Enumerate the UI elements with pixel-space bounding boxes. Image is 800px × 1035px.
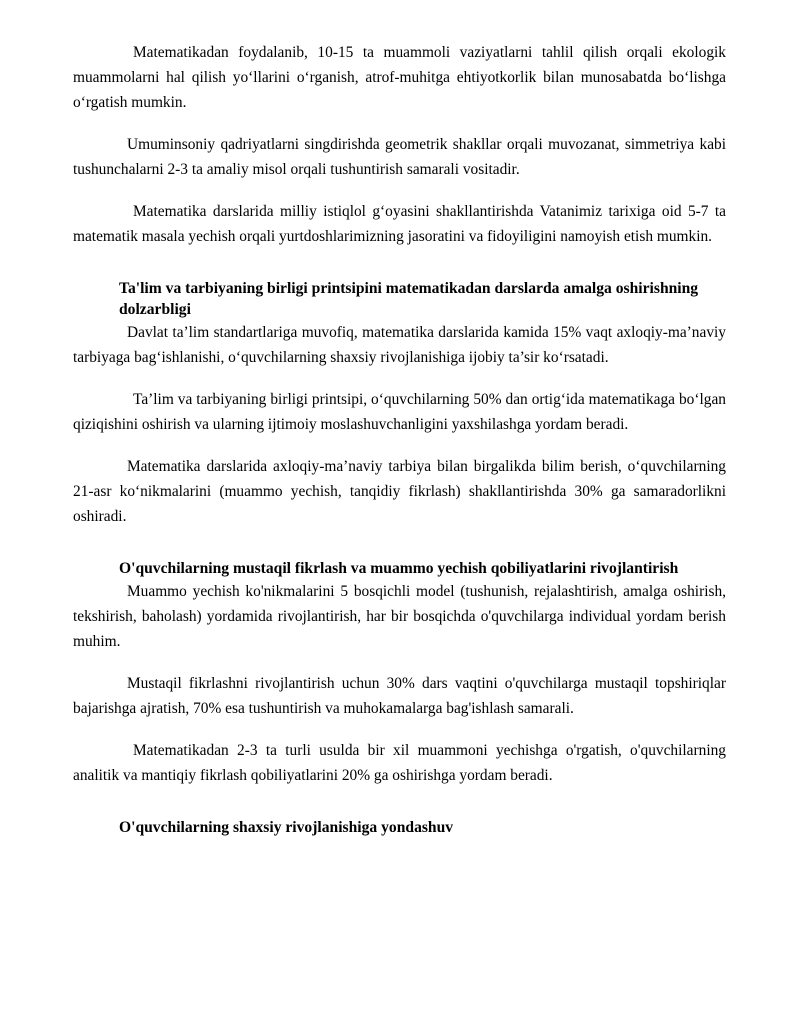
paragraph-universal-values: Umuminsoniy qadriyatlarni singdirishda geometrik shakllar orqali muvozanat, simmetriya kabi tushunchalarni 2-3 ta amaliy misol orqali tushuntirish samarali vositadir. bbox=[73, 136, 726, 178]
paragraph-five-stage-model: Muammo yechish ko'nikmalarini 5 bosqichli model (tushunish, rejalashtirish, amalga oshirish, tekshirish, baholash) yordamida rivojlantirish, har bir bosqichda o'quvchilarga individual yordam berish muhim. bbox=[73, 583, 726, 650]
paragraph-unity-principle: Ta’lim va tarbiyaning birligi printsipi, o‘quvchilarning 50% dan ortig‘ida matematikaga bo‘lgan qiziqishini oshirish va ularning ijtimoiy moslashuvchanligini yaxshilashga yordam beradi. bbox=[73, 391, 726, 433]
spacer bbox=[73, 266, 726, 278]
paragraph-ecology: Matematikadan foydalanib, 10-15 ta muammoli vaziyatlarni tahlil qilish orqali ekologik muammolarni hal qilish yo‘llarini o‘rganish, atrof-muhitga ehtiyotkorlik bilan munosabatda bo‘lishga o‘rgatish mumkin. bbox=[73, 44, 726, 111]
paragraph-multiple-methods: Matematikadan 2-3 ta turli usulda bir xil muammoni yechishga o'rgatish, o'quvchilarning analitik va mantiqiy fikrlash qobiliyatlarini 20% ga oshirishga yordam beradi. bbox=[73, 742, 726, 784]
paragraph-21st-century-skills: Matematika darslarida axloqiy-ma’naviy tarbiya bilan birgalikda bilim berish, o‘quvchilarning 21-asr ko‘nikmalarini (muammo yechish, tanqidiy fikrlash) shakllantirishda 30% ga samaradorlikni oshiradi. bbox=[73, 458, 726, 525]
section-heading-education-unity: Ta'lim va tarbiyaning birligi printsipini matematikadan darslarda amalga oshirishning dolzarbligi bbox=[119, 280, 699, 318]
spacer bbox=[73, 805, 726, 817]
paragraph-independent-tasks: Mustaqil fikrlashni rivojlantirish uchun 30% dars vaqtini o'quvchilarga mustaqil topshiriqlar bajarishga ajratish, 70% esa tushuntirish va muhokamalarga bag'ishlash samarali. bbox=[73, 675, 726, 717]
section-heading-personal-development: O'quvchilarning shaxsiy rivojlanishiga yondashuv bbox=[119, 819, 454, 836]
document-page bbox=[73, 40, 726, 838]
paragraph-national-idea: Matematika darslarida milliy istiqlol g‘oyasini shakllantirishda Vatanimiz tarixiga oid 5-7 ta matematik masala yechish orqali yurtdoshlarimizning jasoratini va fidoyiligini namoyish etish mumkin. bbox=[73, 203, 726, 245]
paragraph-state-standards: Davlat ta’lim standartlariga muvofiq, matematika darslarida kamida 15% vaqt axloqiy-ma’naviy tarbiyaga bag‘ishlanishi, o‘quvchilarning shaxsiy rivojlanishiga ijobiy ta’sir ko‘rsatadi. bbox=[73, 324, 726, 366]
section-heading-independent-thinking: O'quvchilarning mustaqil fikrlash va muammo yechish qobiliyatlarini rivojlantirish bbox=[119, 560, 679, 577]
spacer bbox=[73, 546, 726, 558]
